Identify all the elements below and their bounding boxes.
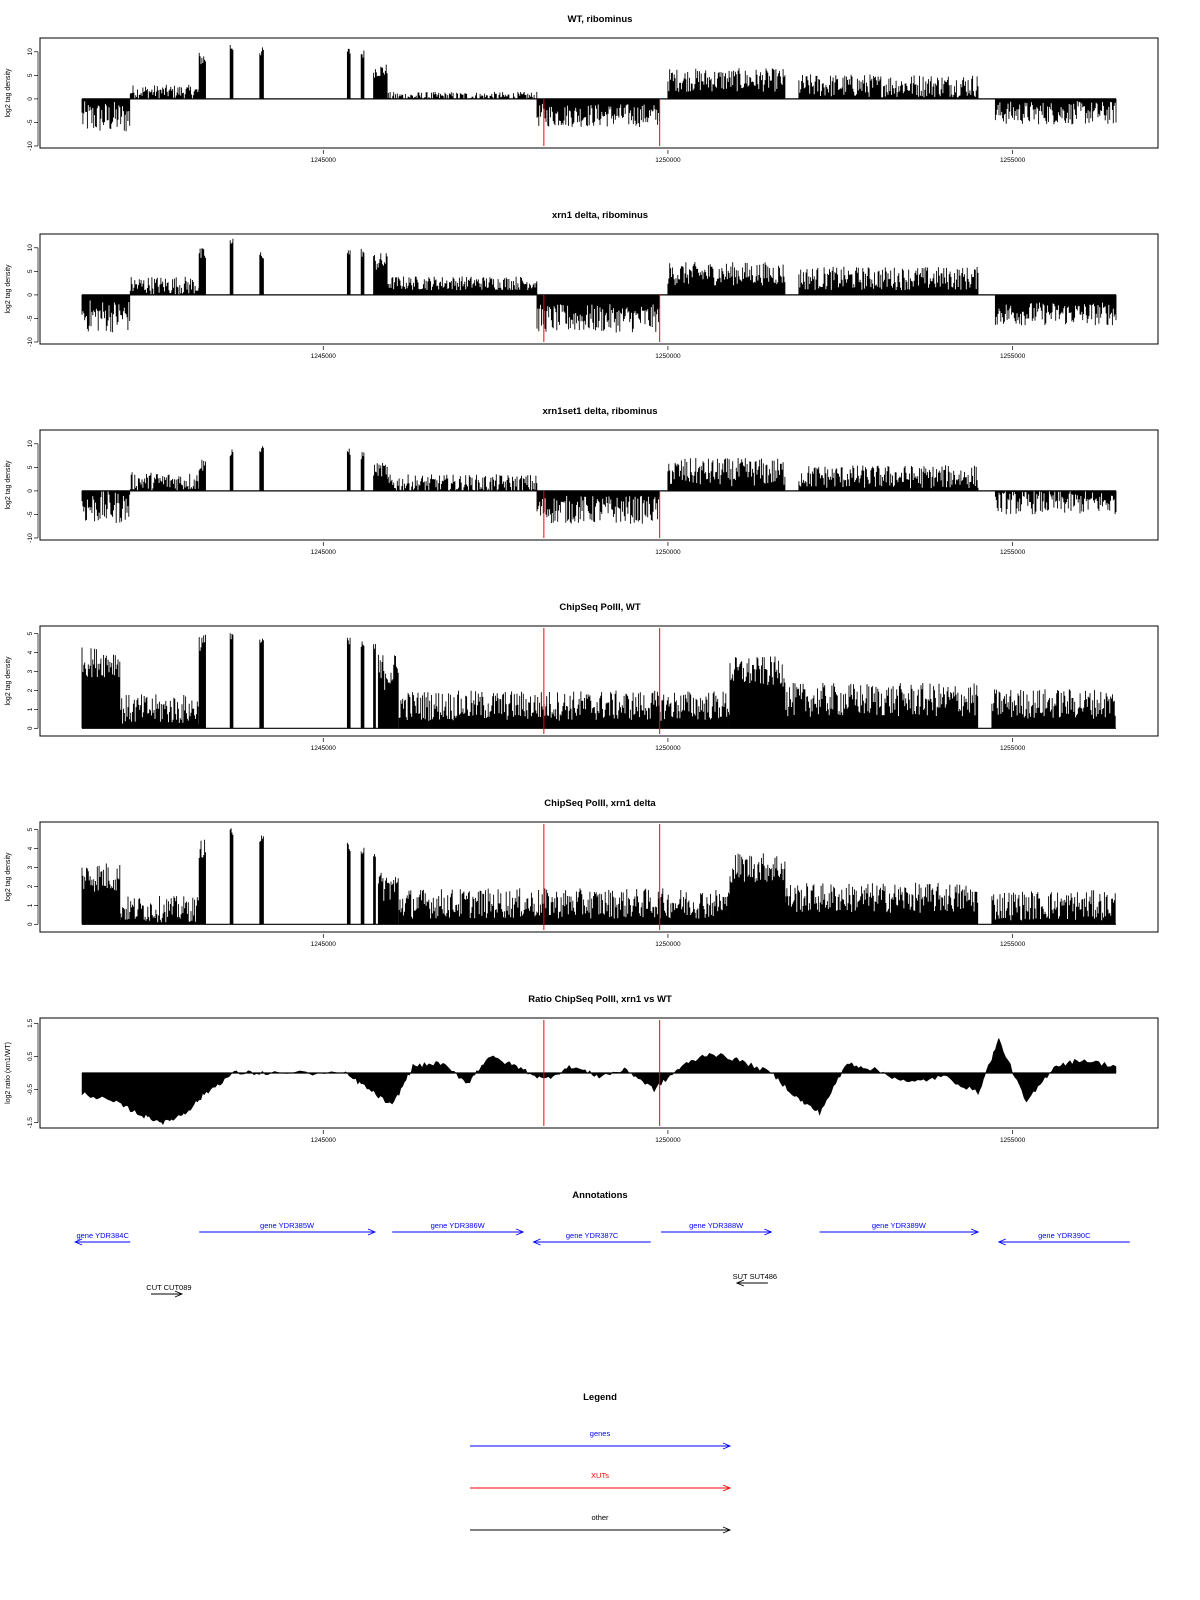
signal-bars xyxy=(799,465,978,491)
annotation-item xyxy=(733,1272,777,1286)
signal-segment xyxy=(361,51,364,99)
signal-segment xyxy=(130,85,198,99)
signal-segment xyxy=(378,873,398,924)
signal-bars xyxy=(130,472,198,491)
signal-segment xyxy=(668,458,785,491)
signal-bars xyxy=(537,295,659,333)
y-tick-label: 0.5 xyxy=(27,1051,34,1061)
legend-label: genes xyxy=(589,1429,611,1438)
signal-bars xyxy=(361,249,364,295)
signal-bars xyxy=(260,836,264,925)
signal-segment xyxy=(120,694,199,728)
x-tick-label: 1245000 xyxy=(310,745,336,752)
signal-bars xyxy=(199,635,205,729)
panel-title: ChipSeq PolII, xrn1 delta xyxy=(544,798,656,809)
y-tick-label: 3 xyxy=(27,669,34,674)
signal-bars xyxy=(995,491,1116,514)
signal-segment xyxy=(230,828,233,924)
signal-segment xyxy=(378,655,398,729)
signal-segment xyxy=(230,450,233,491)
signal-bars xyxy=(347,49,350,99)
signal-segment xyxy=(347,449,350,491)
annotation-label: CUT CUT089 xyxy=(146,1283,192,1292)
y-tick-label: 0 xyxy=(27,922,34,927)
signal-bars xyxy=(668,262,785,295)
signal-bars xyxy=(347,250,350,295)
signal-bars xyxy=(260,252,264,295)
signal-segment xyxy=(799,267,978,295)
signal-bars xyxy=(361,848,364,925)
y-tick-label: -1.5 xyxy=(27,1117,34,1129)
signal-segment xyxy=(230,633,233,728)
panel-title: ChipSeq PolII, WT xyxy=(559,602,641,613)
x-tick-label: 1245000 xyxy=(310,353,336,360)
plot-frame xyxy=(40,38,1158,148)
signal-bars xyxy=(537,491,659,524)
y-axis-label: log2 tag density xyxy=(5,852,12,902)
y-tick-label: -0.5 xyxy=(27,1083,34,1096)
y-tick-label: 0 xyxy=(27,489,34,493)
ratio-area xyxy=(82,1038,1116,1124)
legend-label: other xyxy=(591,1513,609,1522)
plot-frame xyxy=(40,430,1158,540)
signal-segment xyxy=(399,691,729,729)
signal-segment xyxy=(995,491,1116,514)
signal-segment xyxy=(130,277,198,295)
signal-segment xyxy=(199,53,205,99)
signal-segment xyxy=(537,491,659,524)
signal-bars xyxy=(347,843,350,925)
annotation-label: gene YDR388W xyxy=(689,1221,744,1230)
signal-segment xyxy=(82,864,120,925)
y-tick-label: -10 xyxy=(27,141,34,151)
y-tick-label: 0 xyxy=(27,293,34,297)
y-tick-label: -10 xyxy=(27,337,34,347)
signal-segment xyxy=(374,644,376,728)
panel-title: WT, ribominus xyxy=(567,14,633,25)
signal-bars xyxy=(230,45,233,99)
chart-panel-2 xyxy=(5,210,1158,360)
y-axis-label: log2 ratio (xrn1/WT) xyxy=(5,1042,12,1104)
y-tick-label: -5 xyxy=(27,511,34,518)
signal-bars xyxy=(537,99,659,127)
signal-segment xyxy=(995,99,1116,125)
y-tick-label: 0 xyxy=(27,726,34,731)
signal-segment xyxy=(347,49,350,99)
annotations-title: Annotations xyxy=(572,1190,628,1201)
signal-segment xyxy=(82,99,130,131)
y-tick-label: -10 xyxy=(27,533,34,543)
annotation-item xyxy=(75,1231,130,1245)
y-axis-label: log2 tag density xyxy=(5,264,12,314)
legend-item xyxy=(470,1429,730,1449)
signal-bars xyxy=(399,691,729,729)
signal-segment xyxy=(230,45,233,99)
panel-title: xrn1 delta, ribominus xyxy=(551,210,649,221)
legend-label: XUTs xyxy=(591,1471,609,1480)
signal-bars xyxy=(799,74,978,99)
signal-segment xyxy=(374,65,388,99)
signal-segment xyxy=(260,47,264,99)
annotation-label: SUT SUT486 xyxy=(732,1272,778,1281)
y-tick-label: 10 xyxy=(27,244,34,252)
signal-bars xyxy=(347,638,350,729)
x-tick-label: 1255000 xyxy=(999,549,1026,556)
signal-segment xyxy=(361,249,364,295)
signal-bars xyxy=(230,450,233,491)
y-axis-label: log2 tag density xyxy=(5,68,12,118)
signal-segment xyxy=(230,239,233,295)
chart-panel-6 xyxy=(5,994,1158,1144)
annotation-label: gene YDR386W xyxy=(430,1221,485,1230)
signal-bars xyxy=(199,460,205,491)
signal-segment xyxy=(730,853,785,924)
y-tick-label: 2 xyxy=(27,884,34,889)
signal-segment xyxy=(387,92,536,99)
x-tick-label: 1255000 xyxy=(999,157,1026,164)
signal-bars xyxy=(130,277,198,295)
signal-bars xyxy=(374,253,388,295)
signal-segment xyxy=(668,262,785,295)
y-tick-label: 5 xyxy=(27,631,34,636)
plot-frame xyxy=(40,234,1158,344)
chart-panel-4 xyxy=(5,602,1158,752)
x-tick-label: 1245000 xyxy=(310,941,336,948)
signal-segment xyxy=(82,491,130,523)
signal-segment xyxy=(668,68,785,99)
signal-bars xyxy=(230,633,233,728)
signal-bars xyxy=(730,853,785,924)
signal-bars xyxy=(130,85,198,99)
legend-item xyxy=(470,1471,730,1491)
signal-segment xyxy=(199,840,205,925)
y-tick-label: -5 xyxy=(27,315,34,322)
legend-item xyxy=(470,1513,730,1533)
signal-bars xyxy=(120,896,199,924)
chart-panel-1 xyxy=(5,14,1158,164)
signal-segment xyxy=(260,252,264,295)
signal-bars xyxy=(378,873,398,924)
annotation-item xyxy=(999,1231,1130,1245)
y-tick-label: 5 xyxy=(27,827,34,832)
signal-bars xyxy=(361,452,364,491)
signal-bars xyxy=(82,491,130,523)
x-tick-label: 1255000 xyxy=(999,1137,1026,1144)
signal-bars xyxy=(995,99,1116,125)
signal-segment xyxy=(347,843,350,925)
signal-segment xyxy=(199,460,205,491)
signal-segment xyxy=(785,683,978,728)
signal-bars xyxy=(378,655,398,729)
signal-bars xyxy=(260,639,264,729)
x-tick-label: 1250000 xyxy=(655,941,681,948)
y-tick-label: 1 xyxy=(27,903,34,908)
signal-segment xyxy=(260,639,264,729)
signal-segment xyxy=(130,472,198,491)
signal-bars xyxy=(730,657,785,729)
annotation-item xyxy=(820,1221,979,1235)
signal-bars xyxy=(992,890,1115,924)
signal-bars xyxy=(992,689,1115,728)
y-tick-label: 4 xyxy=(27,650,34,655)
annotation-label: gene YDR387C xyxy=(565,1231,619,1240)
signal-bars xyxy=(399,888,729,924)
signal-bars xyxy=(668,68,785,99)
signal-bars xyxy=(995,295,1116,325)
signal-segment xyxy=(199,635,205,729)
x-tick-label: 1255000 xyxy=(999,353,1026,360)
signal-segment xyxy=(992,689,1115,728)
annotation-item xyxy=(661,1221,771,1235)
signal-segment xyxy=(374,253,388,295)
signal-bars xyxy=(260,47,264,99)
annotation-item xyxy=(392,1221,523,1235)
signal-segment xyxy=(82,648,120,729)
signal-bars xyxy=(387,92,536,99)
signal-bars xyxy=(82,295,130,332)
x-tick-label: 1250000 xyxy=(655,157,681,164)
signal-segment xyxy=(260,836,264,925)
annotation-item xyxy=(199,1221,375,1235)
annotation-label: gene YDR390C xyxy=(1038,1231,1091,1240)
signal-bars xyxy=(361,642,364,729)
signal-segment xyxy=(374,463,388,491)
x-tick-label: 1245000 xyxy=(310,1137,336,1144)
x-tick-label: 1245000 xyxy=(310,549,336,556)
signal-bars xyxy=(361,51,364,99)
x-tick-label: 1255000 xyxy=(999,745,1026,752)
y-tick-label: 2 xyxy=(27,688,34,693)
signal-bars xyxy=(374,644,376,728)
y-tick-label: 0 xyxy=(27,97,34,101)
y-tick-label: 4 xyxy=(27,846,34,851)
signal-bars xyxy=(387,277,536,295)
y-tick-label: 5 xyxy=(27,73,34,78)
chart-panel-5 xyxy=(5,798,1158,948)
x-tick-label: 1245000 xyxy=(310,157,336,164)
signal-segment xyxy=(120,896,199,924)
signal-segment xyxy=(361,452,364,491)
signal-segment xyxy=(82,295,130,332)
panel-title: xrn1set1 delta, ribominus xyxy=(542,406,658,417)
annotation-item xyxy=(534,1231,651,1245)
y-tick-label: 3 xyxy=(27,865,34,870)
signal-bars xyxy=(260,446,264,491)
signal-bars xyxy=(785,683,978,728)
y-tick-label: 1.5 xyxy=(27,1018,34,1028)
y-tick-label: 1 xyxy=(27,707,34,712)
signal-segment xyxy=(361,642,364,729)
signal-segment xyxy=(347,250,350,295)
legend-panel xyxy=(470,1392,730,1533)
signal-segment xyxy=(260,446,264,491)
y-tick-label: 5 xyxy=(27,465,34,470)
signal-bars xyxy=(230,239,233,295)
signal-bars xyxy=(668,458,785,491)
signal-segment xyxy=(785,883,978,925)
signal-bars xyxy=(799,267,978,295)
y-tick-label: 5 xyxy=(27,269,34,274)
annotation-label: gene YDR385W xyxy=(260,1221,315,1230)
signal-bars xyxy=(82,864,120,925)
x-tick-label: 1250000 xyxy=(655,353,681,360)
signal-segment xyxy=(347,638,350,729)
signal-segment xyxy=(199,248,205,295)
signal-segment xyxy=(730,657,785,729)
y-axis-label: log2 tag density xyxy=(5,656,12,706)
signal-bars xyxy=(120,694,199,728)
panel-title: Ratio ChipSeq PolII, xrn1 vs WT xyxy=(528,994,672,1005)
signal-segment xyxy=(992,890,1115,924)
signal-bars xyxy=(374,854,376,924)
signal-bars xyxy=(374,463,388,491)
x-tick-label: 1250000 xyxy=(655,549,681,556)
signal-bars xyxy=(199,840,205,925)
signal-segment xyxy=(537,295,659,333)
x-tick-label: 1255000 xyxy=(999,941,1026,948)
x-tick-label: 1250000 xyxy=(655,745,681,752)
signal-bars xyxy=(785,883,978,925)
y-axis-label: log2 tag density xyxy=(5,460,12,510)
x-tick-label: 1250000 xyxy=(655,1137,681,1144)
signal-segment xyxy=(361,848,364,925)
signal-segment xyxy=(387,474,536,491)
chart-panel-3 xyxy=(5,406,1158,556)
legend-title: Legend xyxy=(583,1392,617,1403)
y-tick-label: 10 xyxy=(27,440,34,448)
annotation-label: gene YDR389W xyxy=(871,1221,926,1230)
annotation-label: gene YDR384C xyxy=(76,1231,129,1240)
signal-bars xyxy=(374,65,388,99)
signal-bars xyxy=(199,248,205,295)
signal-segment xyxy=(995,295,1116,325)
signal-bars xyxy=(199,53,205,99)
signal-segment xyxy=(537,99,659,127)
signal-segment xyxy=(374,854,376,924)
signal-segment xyxy=(387,277,536,295)
signal-bars xyxy=(347,449,350,491)
signal-segment xyxy=(799,74,978,99)
signal-segment xyxy=(799,465,978,491)
annotations-panel xyxy=(75,1190,1130,1297)
y-tick-label: -5 xyxy=(27,119,34,126)
annotation-item xyxy=(146,1283,191,1297)
y-tick-label: 10 xyxy=(27,48,34,56)
signal-segment xyxy=(399,888,729,924)
signal-bars xyxy=(82,99,130,131)
signal-bars xyxy=(387,474,536,491)
signal-bars xyxy=(230,828,233,924)
signal-bars xyxy=(82,648,120,729)
